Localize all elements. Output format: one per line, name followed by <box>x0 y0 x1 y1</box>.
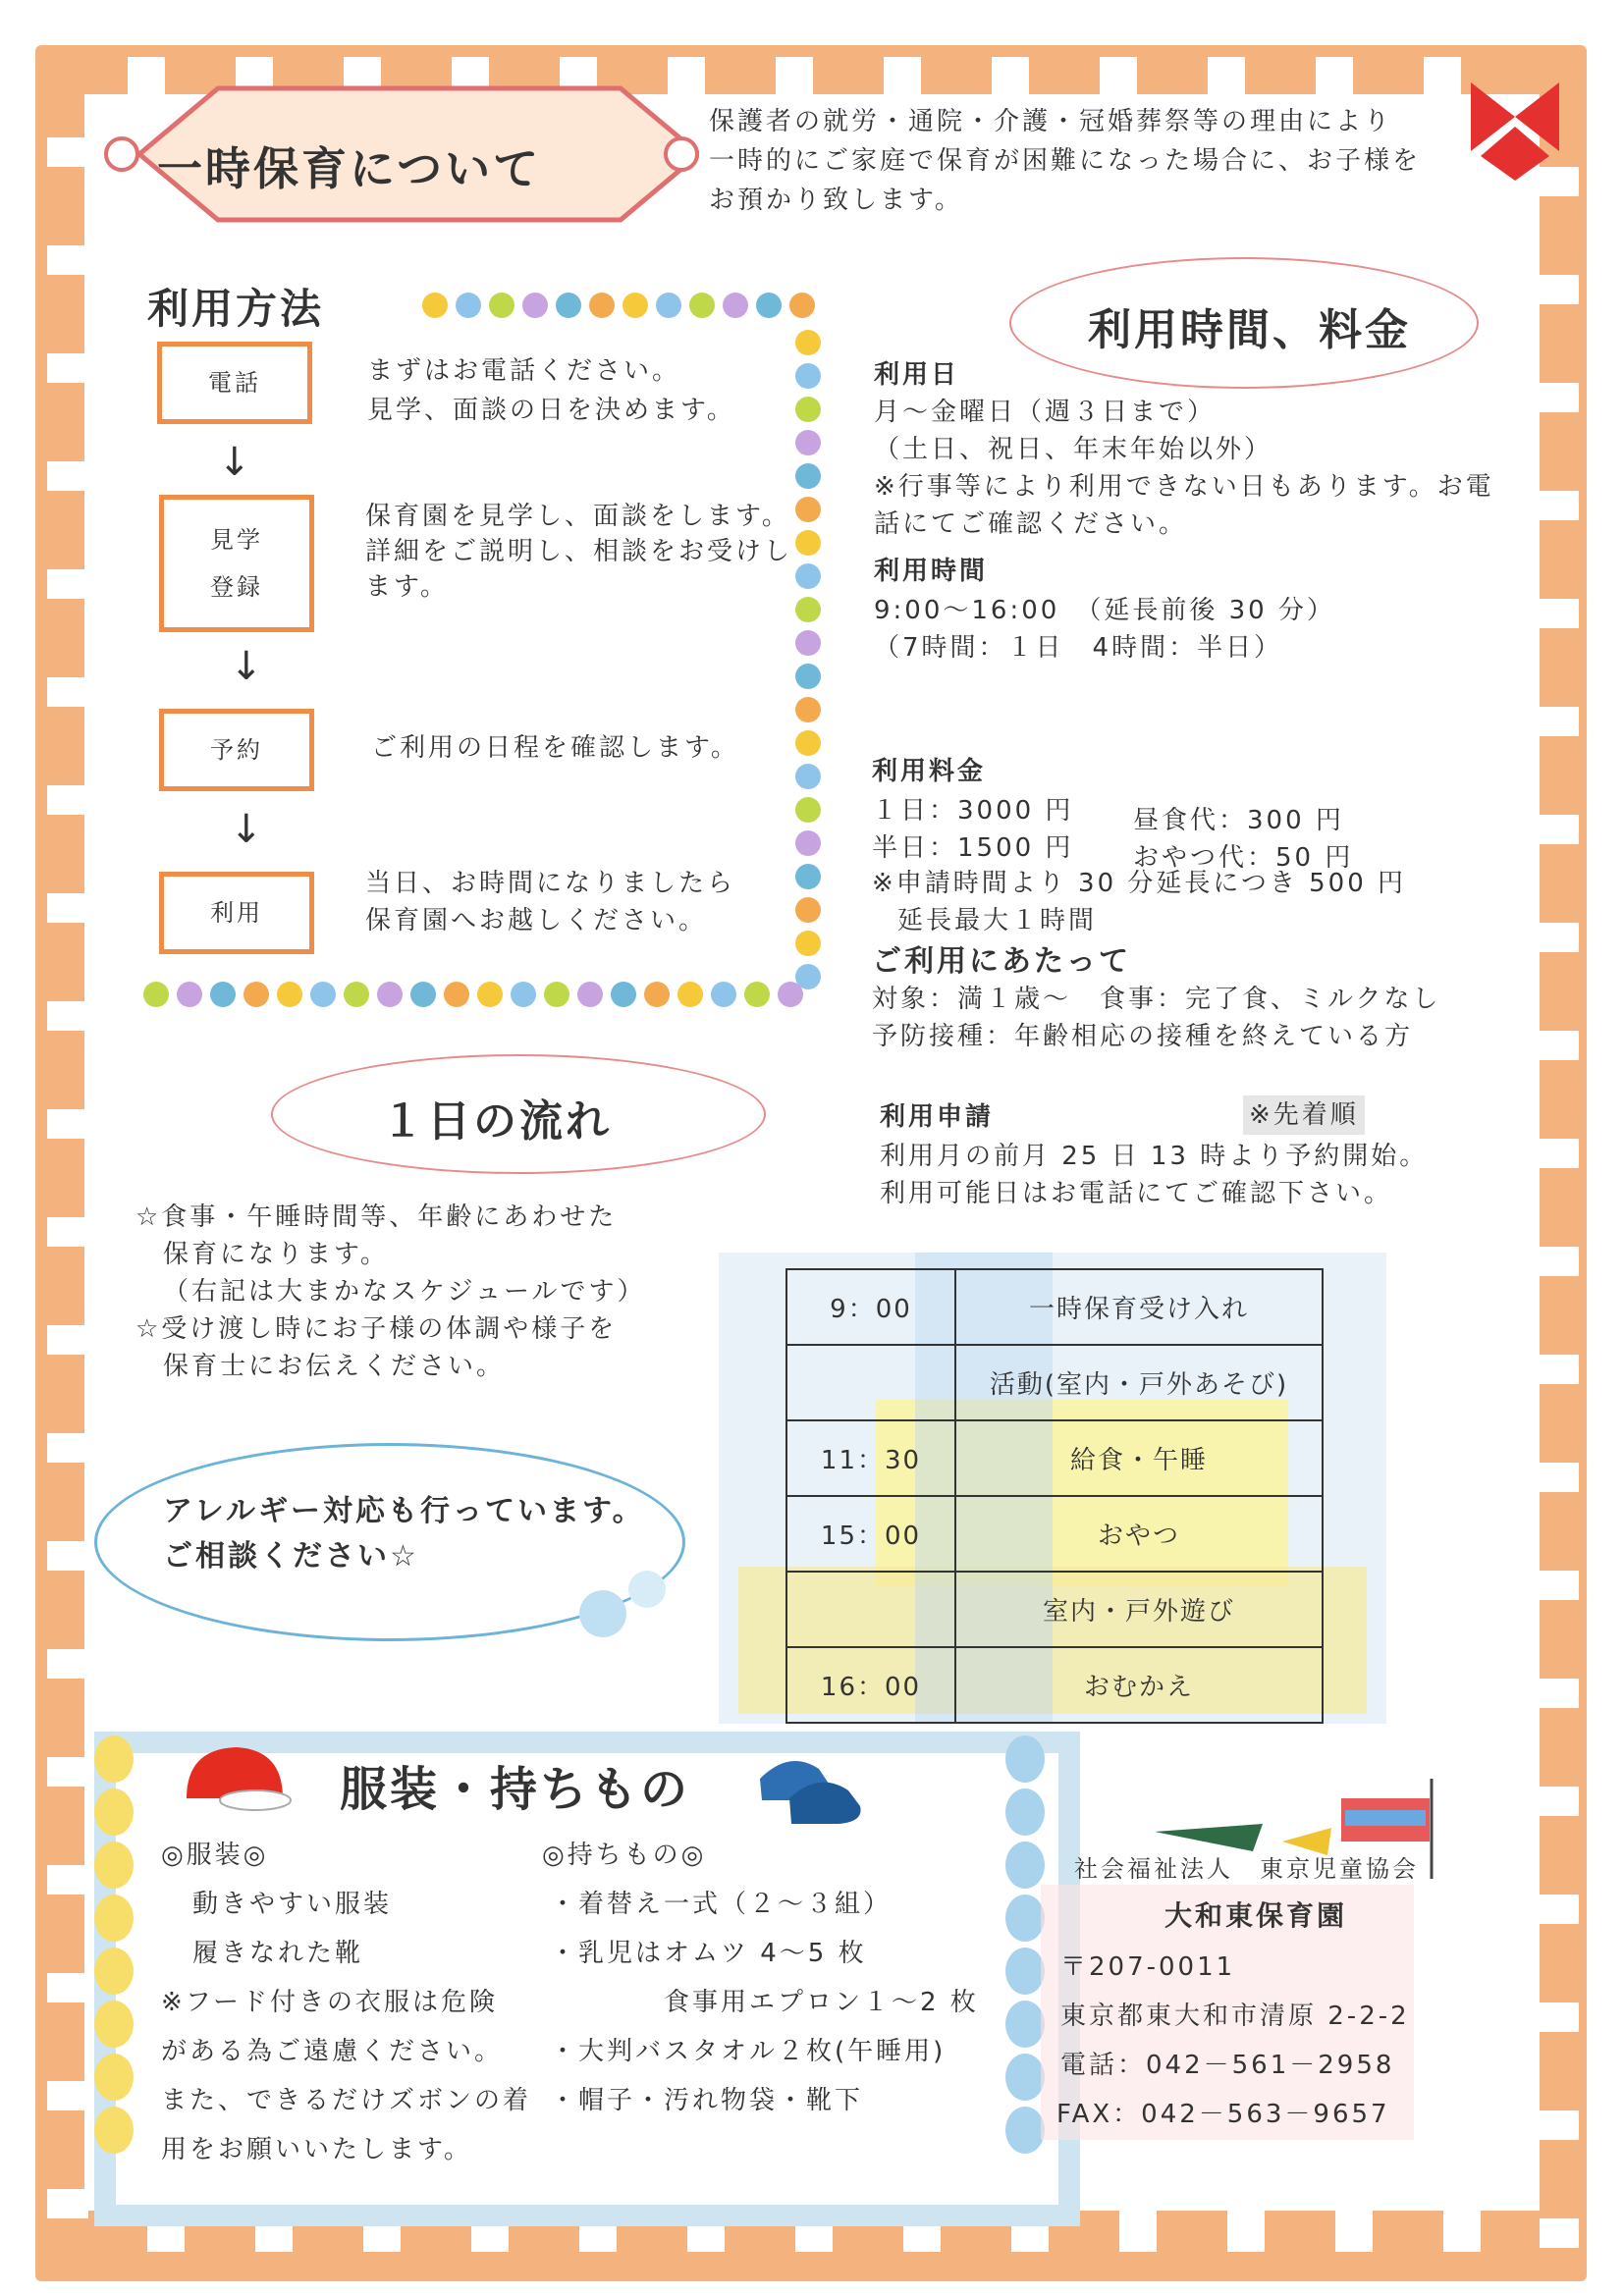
frame-dash <box>1540 1679 1579 1708</box>
frame-dash <box>1208 57 1245 98</box>
flower-icon <box>544 982 569 1007</box>
bubble-icon <box>94 1842 134 1889</box>
flower-icon <box>477 982 503 1007</box>
days-line-2: （土日、祝日、年末年始以外） <box>874 435 1273 464</box>
schedule-activity: 活動(室内・戸外あそび) <box>955 1345 1323 1420</box>
flower-icon <box>795 630 821 656</box>
item-4: ・大判バスタオル２枚(午睡用) <box>550 2037 947 2066</box>
clothing-heading: 服装・持ちもの <box>340 1762 691 1817</box>
flower-icon <box>644 982 670 1007</box>
schedule-row <box>786 1572 1323 1647</box>
bubble-icon <box>1005 1842 1045 1889</box>
bubble-icon <box>1005 1789 1045 1836</box>
days-line-3: ※行事等により利用できない日もあります。お電 <box>874 472 1494 502</box>
flower-icon <box>310 982 336 1007</box>
flower-icon <box>511 982 536 1007</box>
flower-icon <box>744 982 770 1007</box>
flow-heading: １日の流れ <box>381 1096 612 1147</box>
frame-dash <box>1540 275 1579 304</box>
flower-icon <box>522 293 548 318</box>
step-reserve-desc: ご利用の日程を確認します。 <box>371 733 739 763</box>
usage-heading: 利用方法 <box>147 285 325 333</box>
apply-label: 利用申請 <box>880 1102 995 1132</box>
bubble-icon <box>1005 1735 1045 1783</box>
flower-icon <box>795 830 821 856</box>
arrow-down-icon: ↓ <box>230 807 263 852</box>
frame-dash <box>47 569 88 599</box>
flower-icon <box>422 293 448 318</box>
frame-dash <box>1540 707 1579 736</box>
frame-dash <box>1540 491 1579 520</box>
page-title: 一時保育について <box>157 142 542 195</box>
flower-icon <box>723 293 748 318</box>
contact-tel: 電話：042－561－2958 <box>1060 2051 1395 2080</box>
apply-line-2: 利用可能日はお電話にてご確認下さい。 <box>880 1179 1393 1208</box>
flower-icon <box>795 330 821 355</box>
flower-icon <box>244 982 269 1007</box>
schedule-activity: 室内・戸外遊び <box>955 1572 1323 1647</box>
schedule-time: 9：00 <box>786 1269 955 1345</box>
frame-dash <box>1119 2211 1157 2252</box>
step-visit-box <box>159 495 314 632</box>
flower-icon <box>377 982 403 1007</box>
flower-icon <box>795 530 821 556</box>
frame-dash <box>47 2081 88 2110</box>
frame-dash <box>1540 1787 1579 1816</box>
bubble-icon <box>94 2054 134 2101</box>
step-visit-label-1: 見学 <box>210 526 263 554</box>
fee-note-2: 延長最大１時間 <box>897 906 1098 935</box>
frame-dash <box>47 1541 88 1571</box>
schedule-table <box>785 1268 1324 1724</box>
flow-note-2: 保育になります。 <box>163 1240 389 1269</box>
bubble-dot <box>628 1571 666 1608</box>
frame-dash <box>1540 1031 1579 1060</box>
step-phone-label: 電話 <box>208 369 261 397</box>
schedule-time <box>786 1572 955 1647</box>
frame-dash <box>1335 2211 1373 2252</box>
contact-fax: FAX：042－563－9657 <box>1056 2100 1390 2129</box>
arrow-down-icon: ↓ <box>230 644 263 689</box>
step-use-desc-2: 保育園へお越しください。 <box>365 906 708 935</box>
frame-dash <box>1540 2110 1579 2140</box>
apply-line-1: 利用月の前月 25 日 13 時より予約開始。 <box>880 1142 1429 1171</box>
flower-icon <box>677 982 703 1007</box>
clothes-note-1: ※フード付きの衣服は危険 <box>161 1988 499 2017</box>
ribbon-icon <box>1471 82 1559 181</box>
frame-dash <box>47 1649 88 1679</box>
flower-icon <box>656 293 681 318</box>
time-line-1: 9:00～16:00 （延長前後 30 分） <box>874 596 1335 625</box>
frame-dash <box>1424 57 1461 98</box>
frame-dash <box>1540 383 1579 412</box>
bubble-icon <box>1005 2054 1045 2101</box>
frame-dash <box>47 1865 88 1895</box>
schedule-row <box>786 1647 1323 1723</box>
flow-note-5: 保育士にお伝えください。 <box>163 1352 506 1381</box>
frame-dash <box>47 893 88 923</box>
cap-icon <box>177 1739 295 1818</box>
schedule-row <box>786 1345 1323 1420</box>
frame-dash <box>776 57 813 98</box>
flower-icon <box>795 931 821 956</box>
frame-dash <box>1540 1247 1579 1276</box>
schedule-activity: おやつ <box>955 1496 1323 1572</box>
intro-line-1: 保護者の就労・通院・介護・冠婚葬祭等の理由により <box>709 107 1393 136</box>
frame-dash <box>47 677 88 707</box>
flower-icon <box>795 363 821 389</box>
frame-dash <box>47 2189 88 2218</box>
flower-icon <box>756 293 782 318</box>
fee-lunch: 昼食代：300 円 <box>1133 806 1344 835</box>
frame-dash <box>47 1433 88 1463</box>
bubble-icon <box>94 1895 134 1942</box>
flower-icon <box>277 982 302 1007</box>
flower-icon <box>795 430 821 455</box>
contact-postal: 〒207-0011 <box>1060 1952 1236 1982</box>
schedule-activity: 給食・午睡 <box>955 1420 1323 1496</box>
frame-dash <box>1100 57 1137 98</box>
intro-line-2: 一時的にご家庭で保育が困難になった場合に、お子様を <box>709 146 1422 176</box>
flower-icon <box>177 982 202 1007</box>
step-visit-desc-2: 詳細をご説明し、相談をお受けし <box>365 537 793 566</box>
allergy-line-1: アレルギー対応も行っています。 <box>163 1494 645 1528</box>
flower-icon <box>795 597 821 622</box>
flower-icon <box>795 563 821 589</box>
contact-name: 大和東保育園 <box>1164 1899 1348 1932</box>
clothes-item-2: 履きなれた靴 <box>192 1939 364 1968</box>
flow-note-4: ☆受け渡し時にお子様の体調や様子を <box>135 1314 618 1344</box>
fee-snack: おやつ代：50 円 <box>1133 843 1354 873</box>
flower-icon <box>795 730 821 756</box>
flower-icon <box>795 664 821 689</box>
flower-icon <box>711 982 736 1007</box>
frame-dash <box>47 353 88 383</box>
item-5: ・帽子・汚れ物袋・靴下 <box>550 2086 864 2115</box>
bubble-icon <box>1005 1895 1045 1942</box>
bubble-icon <box>94 2001 134 2048</box>
schedule-row <box>786 1420 1323 1496</box>
frame-dash <box>1540 599 1579 628</box>
frame-dash <box>47 1001 88 1031</box>
flower-icon <box>210 982 236 1007</box>
flower-icon <box>456 293 481 318</box>
frame-dash <box>47 1109 88 1139</box>
flower-icon <box>795 463 821 489</box>
step-reserve-box <box>159 709 314 791</box>
flower-icon <box>556 293 581 318</box>
frame-dash <box>1540 1571 1579 1600</box>
schedule-time <box>786 1345 955 1420</box>
frame-dash <box>47 785 88 815</box>
frame-dash <box>992 57 1029 98</box>
intro-line-3: お預かり致します。 <box>709 186 963 215</box>
apply-badge: ※先着順 <box>1243 1095 1365 1135</box>
frame-dash <box>884 57 921 98</box>
bubble-icon <box>94 1948 134 1995</box>
flower-icon <box>795 797 821 823</box>
flower-icon <box>577 982 603 1007</box>
flower-icon <box>623 293 648 318</box>
schedule-time: 15：00 <box>786 1496 955 1572</box>
frame-dash <box>1540 1463 1579 1492</box>
frame-dash <box>47 245 88 275</box>
bubble-icon <box>1005 2001 1045 2048</box>
contact-org: 社会福祉法人 東京児童協会 <box>1074 1855 1419 1883</box>
schedule-activity: おむかえ <box>955 1647 1323 1723</box>
flower-icon <box>795 897 821 923</box>
item-1: ・着替え一式（２～３組） <box>550 1890 893 1919</box>
frame-dash <box>1540 2002 1579 2032</box>
fee-note-1: ※申請時間より 30 分延長につき 500 円 <box>872 869 1407 898</box>
flower-icon <box>344 982 369 1007</box>
clothes-note-3: また、できるだけズボンの着 <box>161 2086 532 2115</box>
frame-dash <box>1316 57 1353 98</box>
flower-icon <box>778 982 803 1007</box>
arrow-down-icon: ↓ <box>218 440 251 485</box>
frame-dash <box>1443 2211 1481 2252</box>
flower-icon <box>489 293 514 318</box>
conditions-line-1: 対象：満１歳～ 食事：完了食、ミルクなし <box>872 985 1441 1014</box>
schedule-row <box>786 1269 1323 1345</box>
step-use-label: 利用 <box>210 899 263 927</box>
clothes-label: ◎服装◎ <box>161 1841 269 1870</box>
step-visit-label-2: 登録 <box>210 573 263 601</box>
flower-icon <box>795 397 821 422</box>
flow-note-1: ☆食事・午睡時間等、年齢にあわせた <box>135 1202 618 1232</box>
days-line-1: 月～金曜日（週３日まで） <box>874 398 1217 427</box>
bubble-icon <box>1005 1948 1045 1995</box>
frame-dash <box>1540 923 1579 952</box>
frame-dash <box>1540 1355 1579 1384</box>
conditions-line-2: 予防接種：年齢相応の接種を終えている方 <box>872 1022 1414 1051</box>
flower-icon <box>795 864 821 889</box>
schedule-activity: 一時保育受け入れ <box>955 1269 1323 1345</box>
clothes-note-2: がある為ご遠慮ください。 <box>161 2037 504 2066</box>
frame-dash <box>47 1973 88 2002</box>
flower-icon <box>444 982 469 1007</box>
frame-dash <box>1540 1139 1579 1168</box>
bubble-icon <box>94 1789 134 1836</box>
contact-address: 東京都東大和市清原 2-2-2 <box>1060 2002 1410 2031</box>
step-phone-box <box>157 342 312 424</box>
bubble-dot <box>579 1590 626 1637</box>
bubble-icon <box>94 1735 134 1783</box>
step-use-desc-1: 当日、お時間になりましたら <box>365 869 736 898</box>
frame-dash <box>1540 815 1579 844</box>
item-2: ・乳児はオムツ 4～5 枚 <box>550 1939 867 1968</box>
flower-icon <box>611 982 636 1007</box>
clothes-note-4: 用をお願いいたします。 <box>161 2135 472 2164</box>
bubble-icon <box>1005 2107 1045 2154</box>
frame-dash <box>1540 1895 1579 1924</box>
clothes-item-1: 動きやすい服装 <box>192 1890 393 1919</box>
flower-icon <box>789 293 815 318</box>
step-visit-desc-3: ます。 <box>365 572 449 602</box>
hours-heading: 利用時間、料金 <box>1088 305 1411 355</box>
flower-icon <box>143 982 169 1007</box>
days-line-4: 話にてご確認ください。 <box>874 509 1188 539</box>
frame-dash <box>1227 2211 1265 2252</box>
time-line-2: （7時間：１日 4時間：半日） <box>874 633 1283 663</box>
bubble-icon <box>94 2107 134 2154</box>
days-label: 利用日 <box>874 360 960 390</box>
item-3: 食事用エプロン１～2 枚 <box>664 1988 979 2017</box>
items-label: ◎持ちもの◎ <box>542 1841 707 1870</box>
shoes-icon <box>750 1739 888 1838</box>
flower-icon <box>795 697 821 722</box>
frame-dash <box>1540 2218 1579 2248</box>
step-reserve-label: 予約 <box>210 736 263 764</box>
flow-note-3: （右記は大まかなスケジュールです） <box>163 1277 646 1307</box>
conditions-label: ご利用にあたって <box>872 944 1131 979</box>
frame-dash <box>47 1217 88 1247</box>
frame-dash <box>47 461 88 491</box>
step-phone-desc-1: まずはお電話ください。 <box>367 356 681 386</box>
flower-icon <box>689 293 715 318</box>
flower-icon <box>589 293 615 318</box>
step-visit-desc-1: 保育園を見学し、面談をします。 <box>365 502 790 531</box>
fee-day: １日：3000 円 <box>872 796 1074 826</box>
schedule-time: 16：00 <box>786 1647 955 1723</box>
flower-icon <box>795 764 821 789</box>
frame-dash <box>47 1325 88 1355</box>
frame-dash <box>47 1757 88 1787</box>
step-phone-desc-2: 見学、面談の日を決めます。 <box>367 396 735 425</box>
schedule-time: 11：30 <box>786 1420 955 1496</box>
flower-icon <box>795 497 821 522</box>
flower-icon <box>410 982 436 1007</box>
fee-label: 利用料金 <box>872 757 987 786</box>
time-label: 利用時間 <box>874 557 989 586</box>
schedule-row <box>786 1496 1323 1572</box>
step-use-box <box>159 872 314 954</box>
allergy-line-2: ご相談ください☆ <box>163 1539 419 1574</box>
fee-halfday: 半日：1500 円 <box>872 833 1074 863</box>
